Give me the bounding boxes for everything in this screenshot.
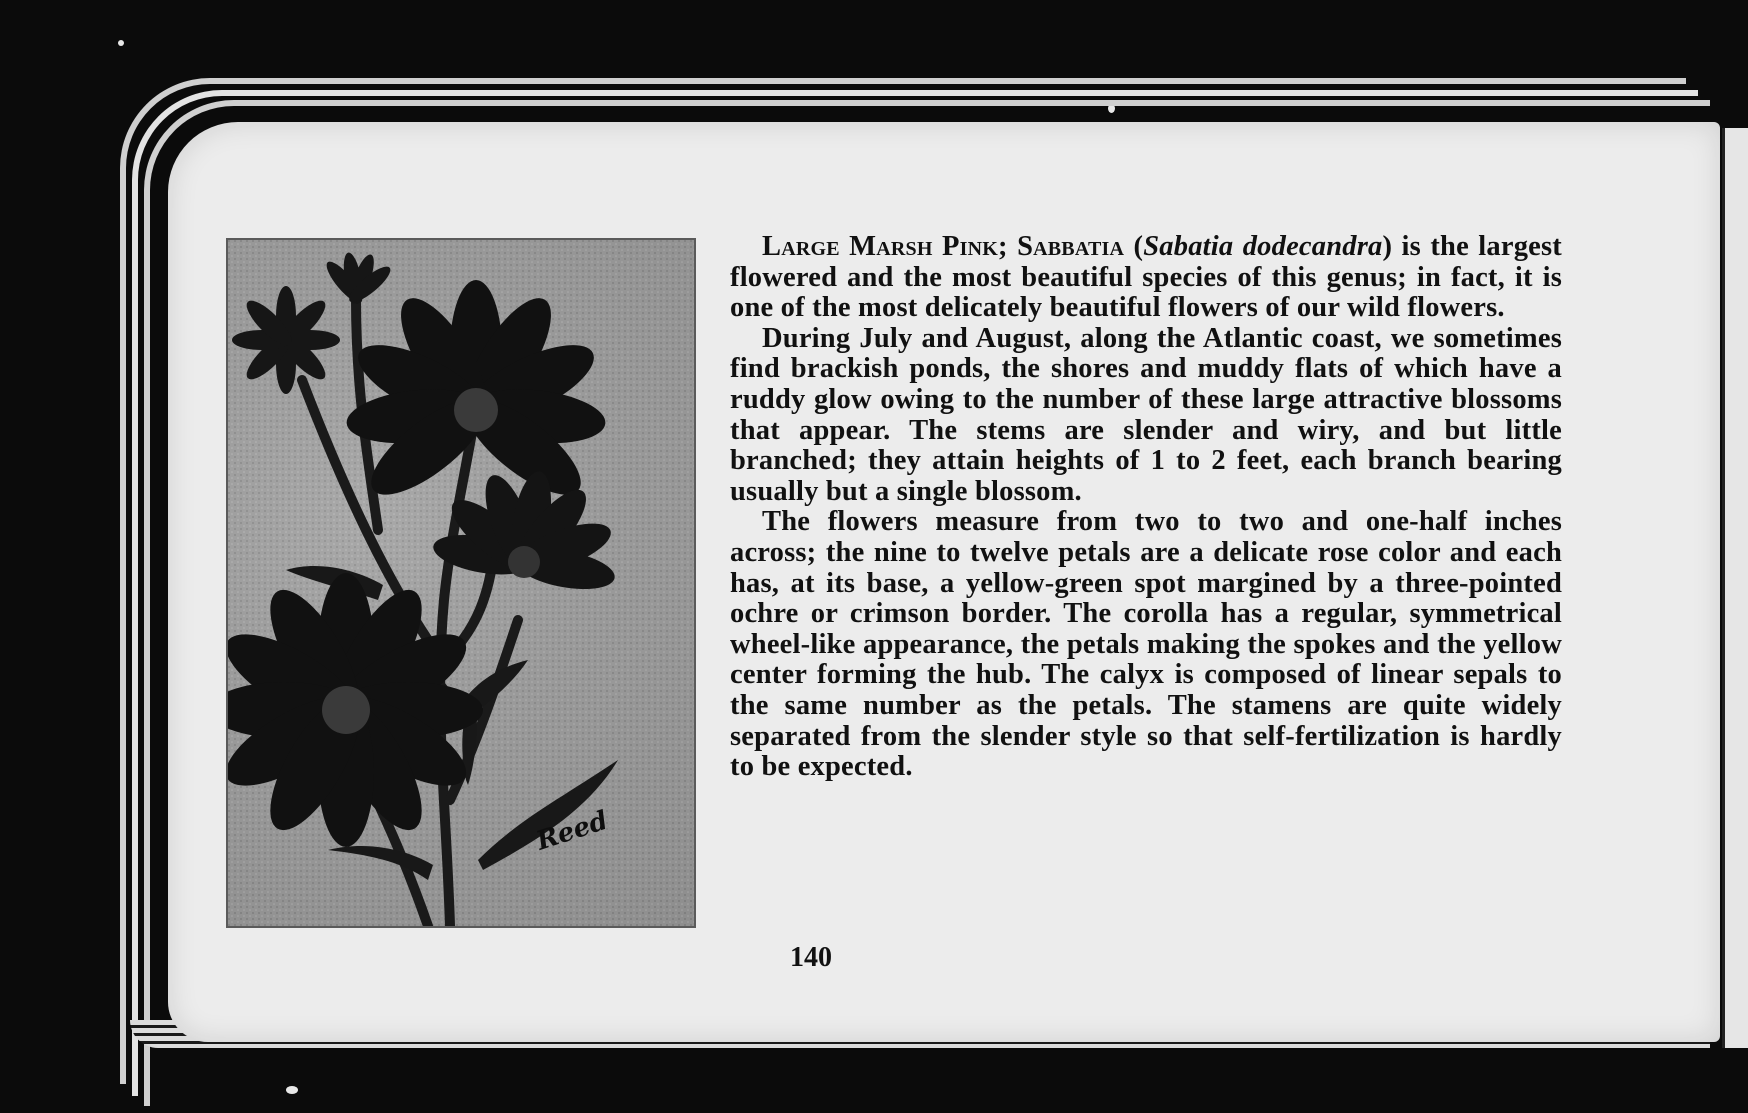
page-number: 140 (790, 942, 832, 973)
illustration-signature: Reed (532, 805, 612, 857)
paragraph-habitat: During July and August, along the Atlantic coast, we sometimes find brackish ponds, the shores and muddy flats of which have a ruddy glow owing to the number of these large attractive blossoms that appear. The stems are slender and wiry, and but little branched; they attain heights of 1 to 2 feet, each branch bearing usually but a single blossom. (730, 322, 1562, 507)
scientific-name: Sabatia dodecandra (1143, 231, 1383, 262)
flower-illustration (226, 238, 696, 928)
paragraph-intro: Large Marsh Pink; Sabbatia (Sabatia dodecandra) is the largest flowered and the most beautiful species of this genus; in fact, it is one of the most delicately beautiful flowers of our wild flowers. (730, 231, 1562, 324)
page-text (730, 232, 1562, 783)
paragraph-lead-text: is the largest flowered and the most beautiful species of this genus; in fact, it is one of the most delicately beautiful flowers of our wild flowers. (730, 231, 1562, 324)
species-heading: Large Marsh Pink; Sabbatia (762, 231, 1125, 262)
flower-drawing (228, 240, 694, 926)
facing-page-edge (1722, 128, 1748, 1048)
paragraph-description: The flowers measure from two to two and one-half inches across; the nine to twelve petals are a delicate rose color and each has, at its base, a yellow-green spot margined by a three-pointed ochre or crimson border. The corolla has a regular, symmetrical wheel-like appearance, the petals making the spokes and the yellow center forming the hub. The calyx is composed of linear sepals to the same number as the petals. The stamens are quite widely separated from the slender style so that self-fertilization is hardly to be expected. (730, 506, 1562, 783)
dust-speck (118, 40, 124, 46)
